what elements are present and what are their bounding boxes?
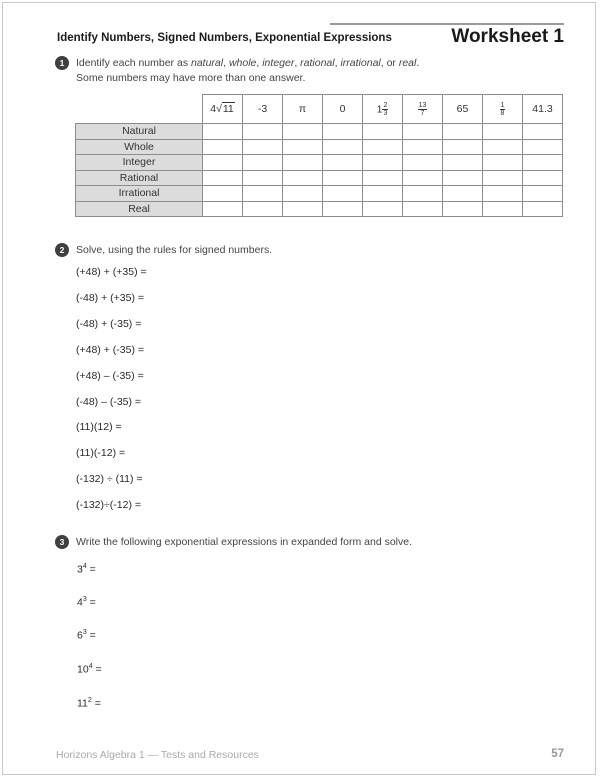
- table-row: [76, 124, 563, 140]
- exponential-expression: [77, 563, 96, 576]
- row-label-whole: Whole: [76, 139, 203, 155]
- worksheet-title: Worksheet 1: [451, 26, 564, 47]
- table-row: [76, 139, 563, 155]
- exponential-expression: [77, 596, 96, 609]
- answer-cell[interactable]: [203, 201, 243, 217]
- table-row: [76, 170, 563, 186]
- equals: =: [86, 629, 96, 642]
- numerator: 13: [418, 101, 427, 109]
- col-header-zero: 0: [323, 95, 363, 124]
- answer-cell[interactable]: [243, 186, 283, 202]
- answer-cell[interactable]: [323, 186, 363, 202]
- answer-cell[interactable]: [283, 186, 323, 202]
- worksheet-subtitle: Identify Numbers, Signed Numbers, Exponential Expressions: [57, 32, 392, 44]
- q1-comma: ,: [223, 57, 229, 69]
- footer-book-title: Horizons Algebra 1 — Tests and Resources: [56, 749, 259, 761]
- signed-expression: (-48) + (+35) =: [76, 292, 144, 304]
- answer-cell[interactable]: [443, 170, 483, 186]
- answer-cell[interactable]: [243, 155, 283, 171]
- col-header-1-8: [483, 95, 523, 124]
- answer-cell[interactable]: [243, 170, 283, 186]
- answer-cell[interactable]: [443, 155, 483, 171]
- answer-cell[interactable]: [283, 139, 323, 155]
- answer-cell[interactable]: [443, 186, 483, 202]
- question-2-badge: 2: [55, 243, 69, 257]
- equals: =: [92, 663, 102, 676]
- answer-cell[interactable]: [403, 155, 443, 171]
- q1-comma: ,: [334, 57, 341, 69]
- exponent: 3: [82, 596, 87, 603]
- answer-cell[interactable]: [483, 139, 523, 155]
- answer-cell[interactable]: [483, 186, 523, 202]
- whole-part: 1: [376, 102, 383, 115]
- answer-cell[interactable]: [403, 170, 443, 186]
- answer-cell[interactable]: [323, 170, 363, 186]
- col-header-pi: π: [283, 95, 323, 124]
- question-3-instruction: Write the following exponential expressions in expanded form and solve.: [76, 536, 412, 548]
- equals: =: [91, 697, 101, 710]
- answer-cell[interactable]: [363, 170, 403, 186]
- answer-cell[interactable]: [243, 124, 283, 140]
- q1-real: real: [398, 57, 417, 69]
- signed-expression: (+48) + (+35) =: [76, 266, 147, 278]
- row-label-natural: Natural: [76, 124, 203, 140]
- base: 11: [77, 697, 88, 710]
- number-classification-table: [75, 94, 563, 217]
- col-header-mixed-fraction: [363, 95, 403, 124]
- q1-period: .: [416, 57, 420, 69]
- col-header-41-3: 41.3: [523, 95, 563, 124]
- equals: =: [86, 563, 96, 576]
- header-rule: [330, 23, 564, 25]
- answer-cell[interactable]: [323, 139, 363, 155]
- question-1-badge: 1: [55, 56, 69, 70]
- answer-cell[interactable]: [243, 201, 283, 217]
- q1-text: Identify each number as: [76, 57, 191, 69]
- answer-cell[interactable]: [283, 155, 323, 171]
- answer-cell[interactable]: [523, 201, 563, 217]
- answer-cell[interactable]: [403, 124, 443, 140]
- coef: 4: [210, 103, 217, 115]
- table-row: [76, 186, 563, 202]
- question-3-badge: 3: [55, 535, 69, 549]
- table-row: [76, 155, 563, 171]
- answer-cell[interactable]: [363, 124, 403, 140]
- base: 6: [77, 629, 83, 642]
- signed-expression: (-132)÷(-12) =: [76, 499, 141, 511]
- denominator: 7: [420, 109, 425, 117]
- exponent: 2: [87, 697, 92, 704]
- exponential-expression: [77, 697, 101, 710]
- answer-cell[interactable]: [203, 124, 243, 140]
- col-header-neg3: -3: [243, 95, 283, 124]
- answer-cell[interactable]: [523, 124, 563, 140]
- signed-expression: (+48) – (-35) =: [76, 370, 144, 382]
- row-label-integer: Integer: [76, 155, 203, 171]
- q1-or: , or: [380, 57, 399, 69]
- q1-comma: ,: [294, 57, 301, 69]
- q1-irrational: irrational: [340, 57, 381, 69]
- q1-note: Some numbers may have more than one answer.: [76, 72, 306, 84]
- numerator: 1: [500, 101, 505, 109]
- answer-cell[interactable]: [363, 186, 403, 202]
- denominator: 8: [500, 109, 505, 117]
- signed-expression: (11)(-12) =: [76, 447, 126, 459]
- signed-expression: (+48) + (-35) =: [76, 344, 144, 356]
- answer-cell[interactable]: [403, 139, 443, 155]
- corner-cell: [76, 95, 203, 124]
- base: 10: [77, 663, 89, 676]
- exponent: 4: [82, 563, 87, 570]
- table-header-row: [76, 95, 563, 124]
- q1-integer: integer: [262, 57, 295, 69]
- question-2-instruction: Solve, using the rules for signed numbers.: [76, 244, 273, 256]
- answer-cell[interactable]: [203, 186, 243, 202]
- answer-cell[interactable]: [283, 170, 323, 186]
- signed-expression: (11)(12) =: [76, 421, 122, 433]
- answer-cell[interactable]: [203, 155, 243, 171]
- answer-cell[interactable]: [363, 201, 403, 217]
- answer-cell[interactable]: [523, 186, 563, 202]
- signed-expression: (-132) ÷ (11) =: [76, 473, 143, 485]
- equals: =: [86, 596, 96, 609]
- col-header-4root11: 4√11: [203, 95, 243, 124]
- question-1-instruction: [76, 56, 419, 86]
- signed-expression: (-48) – (-35) =: [76, 396, 142, 408]
- row-label-irrational: Irrational: [76, 186, 203, 202]
- answer-cell[interactable]: [443, 124, 483, 140]
- exponential-expression: [77, 663, 102, 676]
- radicand: 11: [222, 103, 234, 115]
- answer-cell[interactable]: [483, 155, 523, 171]
- exponent: 3: [82, 629, 87, 636]
- answer-cell[interactable]: [203, 170, 243, 186]
- q1-natural: natural: [190, 57, 224, 69]
- q1-rational: rational: [300, 57, 335, 69]
- fraction: [382, 102, 388, 117]
- page-number: 57: [551, 748, 564, 760]
- answer-cell[interactable]: [403, 201, 443, 217]
- answer-cell[interactable]: [523, 139, 563, 155]
- table-row: [76, 201, 563, 217]
- answer-cell[interactable]: [363, 139, 403, 155]
- answer-cell[interactable]: [443, 139, 483, 155]
- base: 4: [77, 596, 83, 609]
- numerator: 2: [383, 101, 388, 109]
- q1-whole: whole: [228, 57, 257, 69]
- row-label-rational: Rational: [76, 170, 203, 186]
- answer-cell[interactable]: [483, 170, 523, 186]
- answer-cell[interactable]: [483, 201, 523, 217]
- q1-comma: ,: [256, 57, 263, 69]
- answer-cell[interactable]: [483, 124, 523, 140]
- answer-cell[interactable]: [283, 124, 323, 140]
- answer-cell[interactable]: [523, 170, 563, 186]
- fraction: [418, 102, 428, 117]
- denominator: 3: [383, 109, 388, 117]
- answer-cell[interactable]: [283, 201, 323, 217]
- answer-cell[interactable]: [403, 186, 443, 202]
- exponent: 4: [88, 663, 93, 670]
- answer-cell[interactable]: [243, 139, 283, 155]
- answer-cell[interactable]: [323, 124, 363, 140]
- col-header-13-7: [403, 95, 443, 124]
- exponential-expression: [77, 629, 96, 642]
- col-header-65: 65: [443, 95, 483, 124]
- answer-cell[interactable]: [363, 155, 403, 171]
- row-label-real: Real: [76, 201, 203, 217]
- fraction: [500, 102, 506, 117]
- answer-cell[interactable]: [323, 201, 363, 217]
- answer-cell[interactable]: [443, 201, 483, 217]
- answer-cell[interactable]: [323, 155, 363, 171]
- base: 3: [77, 563, 83, 576]
- answer-cell[interactable]: [523, 155, 563, 171]
- signed-expression: (-48) + (-35) =: [76, 318, 142, 330]
- answer-cell[interactable]: [203, 139, 243, 155]
